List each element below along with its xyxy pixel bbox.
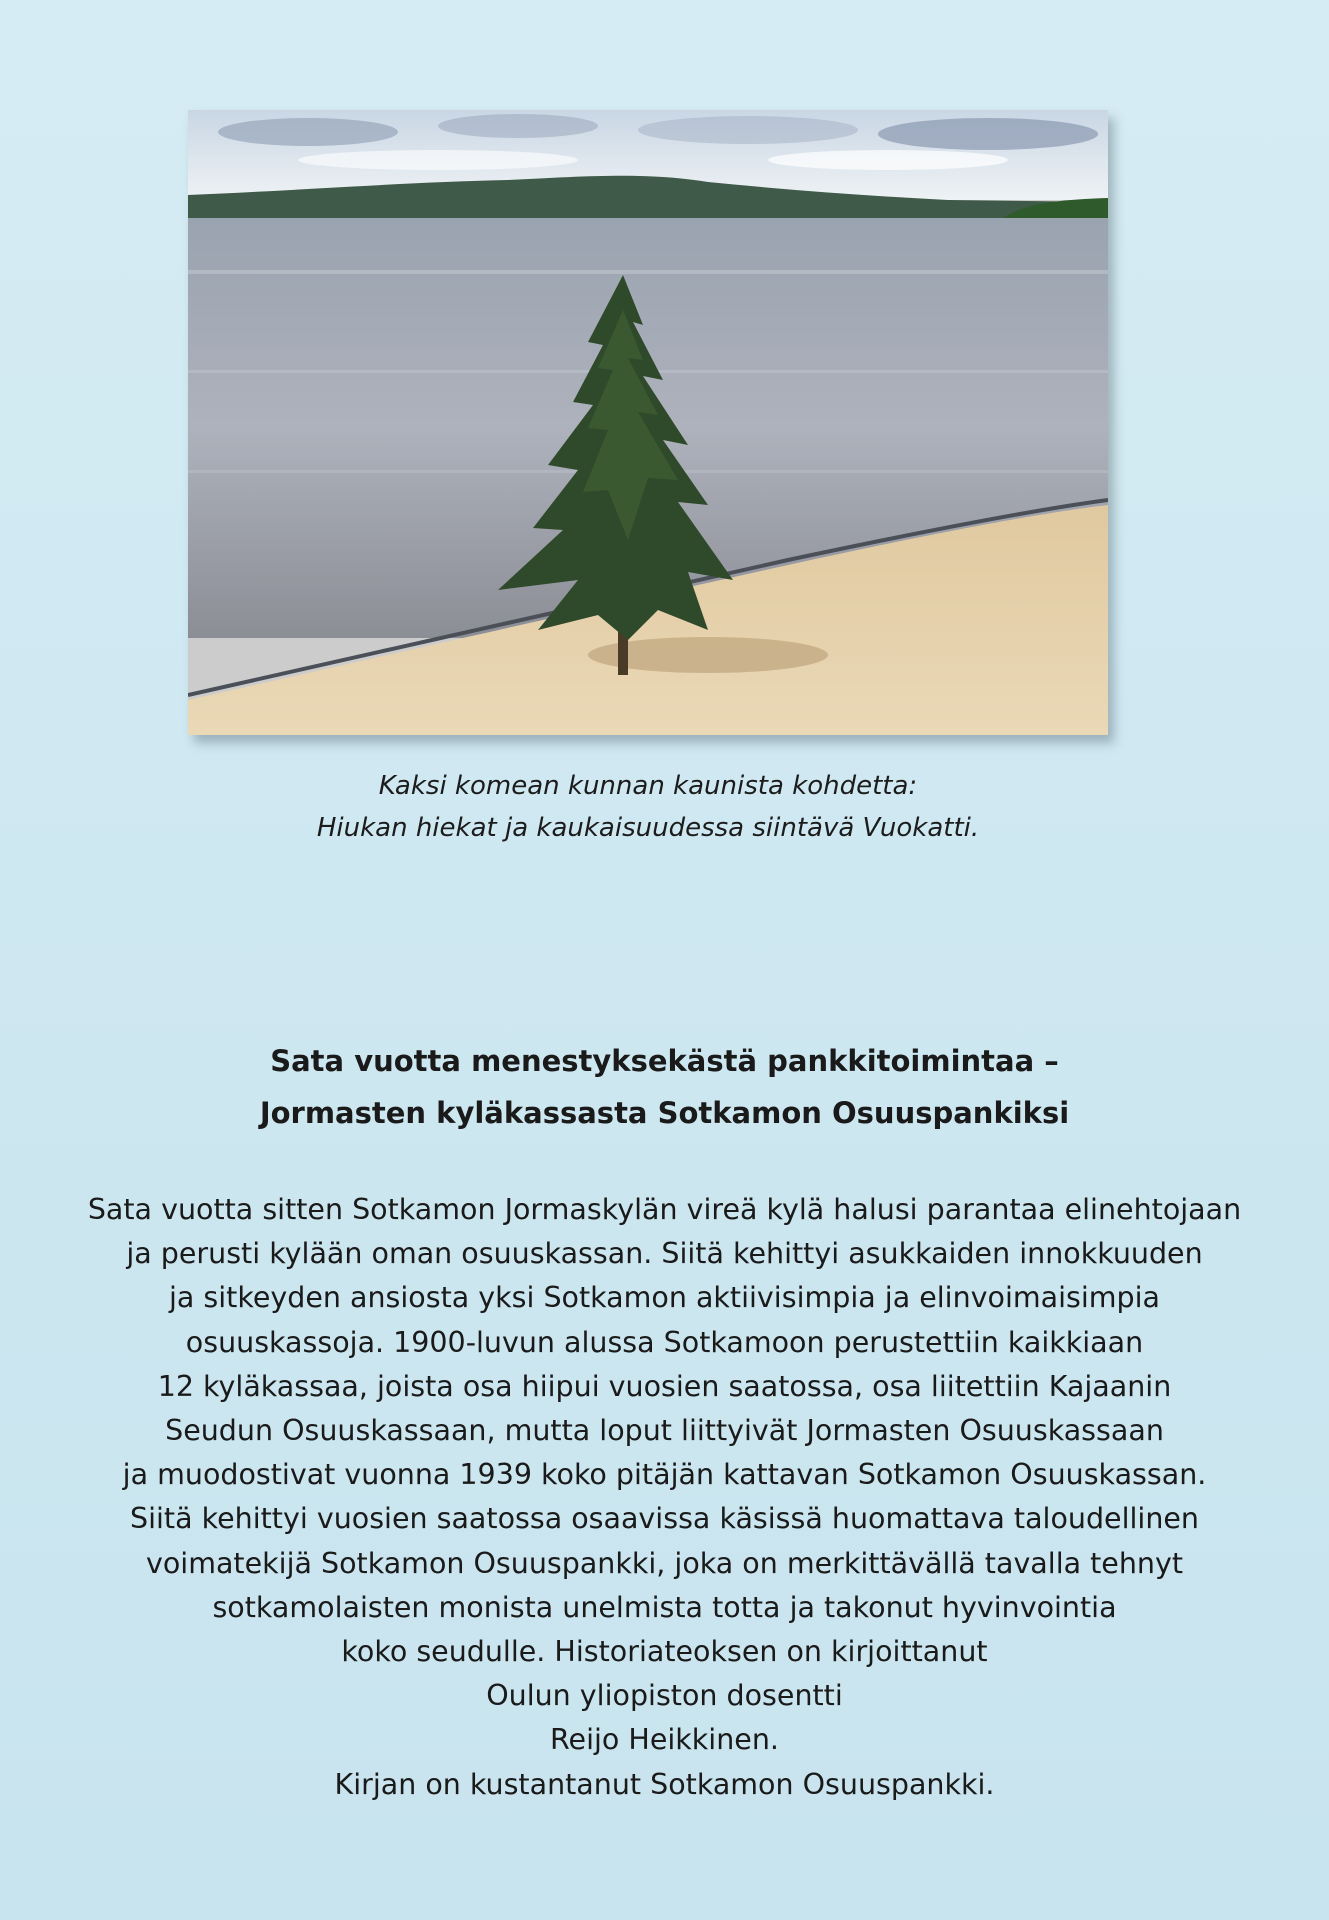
body-line: Siitä kehittyi vuosien saatossa osaavissa käsissä huomattava taloudellinen <box>130 1502 1199 1536</box>
photo-illustration <box>188 110 1108 735</box>
body-line: ja perusti kylään oman osuuskassan. Siitä kehittyi asukkaiden innokkuuden <box>126 1237 1203 1271</box>
body-line: voimatekijä Sotkamon Osuuspankki, joka on merkittävällä tavalla tehnyt <box>145 1546 1184 1580</box>
body-line: Reijo Heikkinen. <box>550 1723 779 1757</box>
photo-caption <box>188 765 1108 849</box>
book-description <box>40 1188 1289 1807</box>
heading-line-1: Sata vuotta menestyksekästä pankkitoimintaa – <box>270 1044 1059 1078</box>
body-line: 12 kyläkassaa, joista osa hiipui vuosien saatossa, osa liitettiin Kajaanin <box>157 1369 1172 1403</box>
body-line: ja sitkeyden ansiosta yksi Sotkamon aktiivisimpia ja elinvoimaisimpia <box>168 1281 1161 1315</box>
caption-line-2: Hiukan hiekat ja kaukaisuudessa siintävä Vuokatti. <box>316 813 980 843</box>
body-line: koko seudulle. Historiateoksen on kirjoittanut <box>341 1635 988 1669</box>
body-line: sotkamolaisten monista unelmista totta ja takonut hyvinvointia <box>212 1590 1117 1624</box>
lake-beach-pine-photo <box>188 110 1108 735</box>
body-line: osuuskassoja. 1900-luvun alussa Sotkamoon perustettiin kaikkiaan <box>185 1325 1144 1359</box>
body-line: Seudun Osuuskassaan, mutta loput liittyivät Jormasten Osuuskassaan <box>165 1414 1164 1448</box>
body-line: Sata vuotta sitten Sotkamon Jormaskylän vireä kylä halusi parantaa elinehtojaan <box>87 1193 1242 1226</box>
body-line: Oulun yliopiston dosentti <box>486 1679 843 1713</box>
body-line: Kirjan on kustantanut Sotkamon Osuuspankki. <box>334 1767 995 1801</box>
book-title-heading <box>60 1035 1269 1139</box>
body-line: ja muodostivat vuonna 1939 koko pitäjän kattavan Sotkamon Osuuskassan. <box>122 1458 1207 1492</box>
caption-line-1: Kaksi komean kunnan kaunista kohdetta: <box>378 771 918 801</box>
heading-line-2: Jormasten kyläkassasta Sotkamon Osuuspankiksi <box>259 1096 1070 1130</box>
